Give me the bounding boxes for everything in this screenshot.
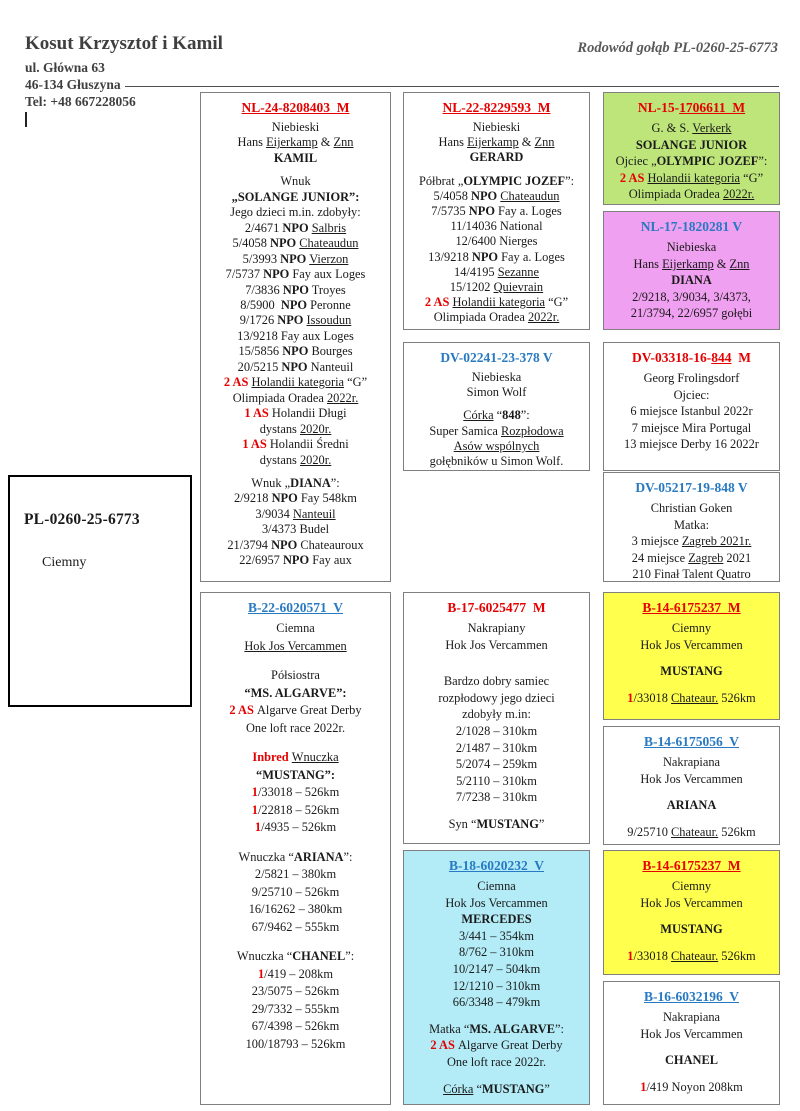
pedigree-line: 3/4373 Budel [261, 522, 330, 537]
pedigree-line: Ciemna [477, 879, 516, 893]
pedigree-line: 100/18793 – 526km [245, 1036, 346, 1051]
pedigree-line: 7/5737 NPO Fay aux Loges [225, 267, 366, 282]
subject-pigeon-box [8, 475, 192, 707]
pedigree-line: 23/5075 – 526km [251, 984, 340, 998]
pedigree-line: Super Samica Rozpłodowa [429, 423, 564, 438]
pedigree-line: 13/9218 Fay aux Loges [237, 328, 354, 343]
pedigree-line: Hok Jos Vercammen [640, 637, 743, 652]
pedigree-line-gap [606, 814, 777, 824]
pedigree-line-gap [203, 737, 388, 749]
pedigree-box-greatgrandparent-8 [603, 981, 780, 1105]
pedigree-line: 2/9218, 3/9034, 3/4373, [632, 289, 751, 304]
pedigree-line: Hans Eijerkamp & Znn [438, 135, 555, 150]
pedigree-line: 16/16262 – 380km [248, 902, 343, 916]
pedigree-line: Hans Eijerkamp & Znn [633, 256, 750, 271]
pedigree-box-greatgrandparent-4 [603, 472, 780, 582]
pedigree-line-gap [606, 1042, 777, 1052]
ring-number: B-17-6025477 M [447, 600, 546, 615]
pedigree-line: 7 miejsce Mira Portugal [631, 420, 752, 435]
pedigree-box-greatgrandparent-3 [603, 342, 780, 471]
pedigree-line: One loft race 2022r. [446, 1054, 547, 1069]
pedigree-line-gap [406, 1071, 587, 1081]
pedigree-line: 1 AS Holandii Średni [242, 437, 349, 452]
pedigree-line: Hok Jos Vercammen [244, 638, 347, 653]
pedigree-line: Wnuczka “ARIANA”: [238, 849, 353, 864]
pedigree-line: Córka “848”: [463, 408, 530, 423]
ring-number: NL-24-8208403 M [241, 100, 350, 115]
ring-number: B-18-6020232 V [448, 858, 544, 873]
pedigree-line: Olimpiada Oradea 2022r. [232, 390, 359, 405]
pedigree-line: Ciemny [671, 621, 712, 635]
pedigree-line-gap [606, 938, 777, 948]
pedigree-line: CHANEL [664, 1053, 718, 1068]
pedigree-line: 22/6957 NPO Fay aux [239, 553, 352, 568]
pedigree-line: 9/25710 Chateaur. 526km [627, 824, 756, 839]
pedigree-line: MUSTANG [660, 664, 723, 679]
ring-number: B-14-6175237 M [642, 600, 741, 615]
ring-number: DV-03318-16-844 M [632, 350, 751, 365]
pedigree-line: Hok Jos Vercammen [445, 895, 548, 910]
pedigree-line: One loft race 2022r. [245, 720, 346, 735]
pedigree-line: rozpłodowy jego dzieci [438, 690, 555, 705]
ring-number: B-16-6032196 V [643, 989, 739, 1004]
pedigree-line-gap [203, 166, 388, 174]
pedigree-line: Hok Jos Vercammen [640, 1026, 743, 1041]
pedigree-line-gap [203, 655, 388, 667]
ring-number: NL-17-1820281 V [640, 219, 743, 234]
pedigree-box-sires-sire [403, 92, 590, 330]
pedigree-line: 1/33018 – 526km [251, 785, 340, 799]
text-cursor [25, 112, 27, 127]
pedigree-line: 7/3836 NPO Troyes [245, 282, 346, 297]
pedigree-line: ARIANA [666, 798, 717, 813]
pedigree-line-gap [406, 663, 587, 673]
pedigree-box-sire [200, 92, 391, 582]
pedigree-box-dams-dam [403, 850, 590, 1105]
pedigree-line: dystans 2020r. [259, 452, 332, 467]
pedigree-line: 2/1487 – 310km [455, 740, 538, 755]
pedigree-line: Wnuk [280, 174, 311, 189]
pedigree-line: zdobyły m.in: [462, 707, 531, 722]
pedigree-line: 5/3993 NPO Vierzon [242, 251, 349, 266]
pedigree-line: Wnuczka “CHANEL”: [236, 949, 355, 963]
pedigree-line: Niebieska [666, 240, 717, 254]
pedigree-box-greatgrandparent-7 [603, 850, 780, 975]
pedigree-line: Wnuk „DIANA”: [251, 475, 340, 490]
pedigree-line: 2/4671 NPO Salbris [244, 220, 347, 235]
pedigree-line: 9/25710 – 526km [251, 884, 340, 899]
pedigree-line: 2 AS Holandii kategoria “G” [223, 375, 368, 390]
owner-address-line2: 46-134 Głuszyna [25, 77, 125, 93]
pedigree-line: Hok Jos Vercammen [640, 771, 743, 786]
pedigree-line-gap [606, 653, 777, 663]
pedigree-line: 15/5856 NPO Bourges [238, 344, 353, 359]
pedigree-line: Hans Eijerkamp & Znn [237, 135, 354, 150]
pedigree-line: 1/33018 Chateaur. 526km [627, 948, 756, 963]
ring-number: NL-22-8229593 M [442, 100, 551, 115]
pedigree-line-gap [203, 468, 388, 476]
pedigree-line-gap [606, 680, 777, 690]
pedigree-line: 7/7238 – 310km [455, 790, 538, 805]
pedigree-line: 8/762 – 310km [458, 945, 535, 960]
pedigree-line: Ojciec „OLYMPIC JOZEF”: [615, 154, 768, 169]
pedigree-line: 2 AS Algarve Great Derby [430, 1038, 563, 1053]
pedigree-line: 5/4058 NPO Chateaudun [232, 236, 359, 251]
ring-number: DV-02241-23-378 V [440, 350, 553, 365]
pedigree-line: 5/4058 NPO Chateaudun [433, 188, 560, 203]
document-title: Rodowód gołąb PL-0260-25-6773 [577, 40, 778, 56]
pedigree-line: Ciemny [671, 879, 712, 893]
pedigree-line: 1/4935 – 526km [254, 820, 337, 834]
pedigree-box-greatgrandparent-1 [603, 92, 780, 205]
pedigree-line: G. & S. Verkerk [651, 121, 732, 135]
owner-name: Kosut Krzysztof i Kamil [25, 33, 223, 54]
pedigree-line: „SOLANGE JUNIOR”: [231, 189, 360, 204]
pedigree-line: Córka “MUSTANG” [443, 1081, 550, 1096]
owner-phone: Tel: +48 667228056 [25, 94, 136, 109]
pedigree-box-greatgrandparent-6 [603, 726, 780, 845]
pedigree-line: 2 AS Holandii kategoria “G” [619, 170, 764, 185]
pedigree-line: 2/1028 – 310km [455, 723, 538, 738]
pedigree-box-greatgrandparent-2 [603, 211, 780, 330]
pedigree-line: Olimpiada Oradea 2022r. [433, 310, 560, 325]
pedigree-line: 2 AS Holandii kategoria “G” [424, 295, 569, 310]
pedigree-line: 6 miejsce Istanbul 2022r [630, 404, 753, 419]
pedigree-line: 12/1210 – 310km [452, 978, 541, 993]
pedigree-line: Inbred Wnuczka [252, 750, 339, 764]
pedigree-line: dystans 2020r. [259, 421, 332, 436]
pedigree-line: Simon Wolf [466, 385, 527, 400]
pedigree-line: 15/1202 Quievrain [449, 280, 544, 295]
pedigree-line-gap [606, 1069, 777, 1079]
pedigree-line: 13/9218 NPO Fay a. Loges [428, 249, 565, 264]
pedigree-line: Niebieski [472, 120, 521, 134]
pedigree-line: Niebieski [271, 120, 320, 134]
pedigree-line: Syn “MUSTANG” [448, 816, 545, 831]
pedigree-line: Niebieska [471, 370, 522, 384]
pedigree-line: Półbrat „OLYMPIC JOZEF”: [418, 173, 575, 188]
pedigree-line: Nakrapiana [662, 1010, 721, 1024]
pedigree-line-gap [606, 787, 777, 797]
pedigree-line: DIANA [671, 273, 712, 288]
pedigree-line: MUSTANG [660, 922, 723, 937]
pedigree-line-gap [606, 911, 777, 921]
pedigree-line: 21/3794 NPO Chateauroux [227, 537, 364, 552]
pedigree-line: 5/2074 – 259km [455, 757, 538, 772]
pedigree-line: 2/9218 NPO Fay 548km [234, 491, 357, 506]
pedigree-line: 67/4398 – 526km [251, 1019, 340, 1033]
pedigree-line: 13 miejsce Derby 16 2022r [624, 437, 759, 452]
pedigree-line: 1 AS Holandii Długi [244, 406, 347, 421]
pedigree-line: 1/419 – 208km [257, 966, 334, 981]
pedigree-line: 5/2110 – 310km [456, 773, 537, 788]
pedigree-line-gap [406, 653, 587, 663]
pedigree-line: Nakrapiana [662, 755, 721, 769]
pedigree-line: Olimpiada Oradea 2022r. [628, 187, 755, 202]
pedigree-line: Bardzo dobry samiec [443, 674, 550, 689]
pedigree-line: 14/4195 Sezanne [454, 264, 539, 279]
pedigree-line: 67/9462 – 555km [251, 919, 340, 934]
pedigree-line-gap [203, 936, 388, 948]
pedigree-line: 1/419 Noyon 208km [640, 1079, 743, 1094]
pedigree-line: 7/5735 NPO Fay a. Loges [431, 204, 562, 219]
pedigree-line: 9/1726 NPO Issoudun [239, 313, 352, 328]
pedigree-line: KAMIL [273, 150, 318, 165]
pedigree-line: SOLANGE JUNIOR [635, 137, 748, 152]
pedigree-line: Jego dzieci m.in. zdobyły: [230, 205, 361, 220]
pedigree-line: 3/441 – 354km [458, 928, 535, 943]
owner-address-line1: ul. Główna 63 [25, 60, 105, 75]
pedigree-line: Christian Goken [650, 501, 733, 515]
pedigree-line: Ciemna [276, 621, 315, 635]
pedigree-line: 21/3794, 22/6957 gołębi [630, 306, 753, 321]
pedigree-box-dam [200, 592, 391, 1105]
header-divider [25, 86, 779, 87]
subject-ring-number: PL-0260-25-6773 [24, 511, 140, 528]
ring-number: B-14-6175056 V [643, 734, 739, 749]
pedigree-box-dams-sire [403, 592, 590, 844]
pedigree-line: Nakrapiany [467, 621, 526, 635]
pedigree-line: “MUSTANG”: [256, 767, 335, 782]
pedigree-line: Hok Jos Vercammen [640, 895, 743, 910]
ring-number: DV-05217-19-848 V [635, 480, 748, 495]
pedigree-line: Ojciec: [673, 387, 710, 402]
pedigree-line-gap [406, 166, 587, 174]
pedigree-line: 66/3348 – 479km [452, 995, 541, 1010]
pedigree-line: 29/7332 – 555km [251, 1001, 340, 1016]
pedigree-line-gap [406, 806, 587, 816]
pedigree-line: 3/9034 Nanteuil [255, 506, 336, 521]
pedigree-line-gap [406, 400, 587, 408]
pedigree-line: Matka “MS. ALGARVE”: [429, 1021, 564, 1036]
pedigree-line: 8/5900 NPO Peronne [240, 297, 351, 312]
pedigree-line: Matka: [673, 517, 710, 532]
pedigree-line: 10/2147 – 504km [452, 961, 541, 976]
pedigree-line: 24 miejsce Zagreb 2021 [631, 550, 752, 565]
pedigree-line: Georg Frolingsdorf [643, 371, 740, 385]
pedigree-line: 12/6400 Nierges [455, 234, 538, 249]
pedigree-line: Półsiostra [271, 668, 320, 682]
pedigree-line: 2/5821 – 380km [254, 867, 337, 881]
pedigree-line: 210 Finał Talent Quatro [632, 567, 751, 582]
pedigree-line: “MS. ALGARVE”: [244, 685, 347, 700]
pedigree-line: 11/14036 National [450, 219, 543, 234]
pedigree-line: Asów wspólnych [453, 438, 540, 453]
subject-color-label: Ciemny [42, 555, 87, 570]
ring-number: B-22-6020571 V [247, 600, 343, 615]
ring-number: NL-15-1706611 M [637, 100, 746, 115]
pedigree-line: GERARD [469, 150, 524, 165]
pedigree-line: 1/33018 Chateaur. 526km [627, 690, 756, 705]
pedigree-line: 20/5215 NPO Nanteuil [237, 359, 354, 374]
pedigree-line: 1/22818 – 526km [251, 802, 340, 817]
pedigree-line: Hok Jos Vercammen [445, 637, 548, 652]
pedigree-box-sires-dam [403, 342, 590, 471]
pedigree-box-greatgrandparent-5 [603, 592, 780, 720]
ring-number: B-14-6175237 M [642, 858, 741, 873]
pedigree-line-gap [203, 837, 388, 849]
pedigree-line-gap [406, 1011, 587, 1021]
pedigree-line: 3 miejsce Zagreb 2021r. [631, 534, 752, 549]
pedigree-line: gołębników u Simon Wolf. [429, 454, 564, 469]
pedigree-line: MERCEDES [461, 912, 532, 927]
pedigree-line: 2 AS Algarve Great Derby [229, 703, 362, 717]
